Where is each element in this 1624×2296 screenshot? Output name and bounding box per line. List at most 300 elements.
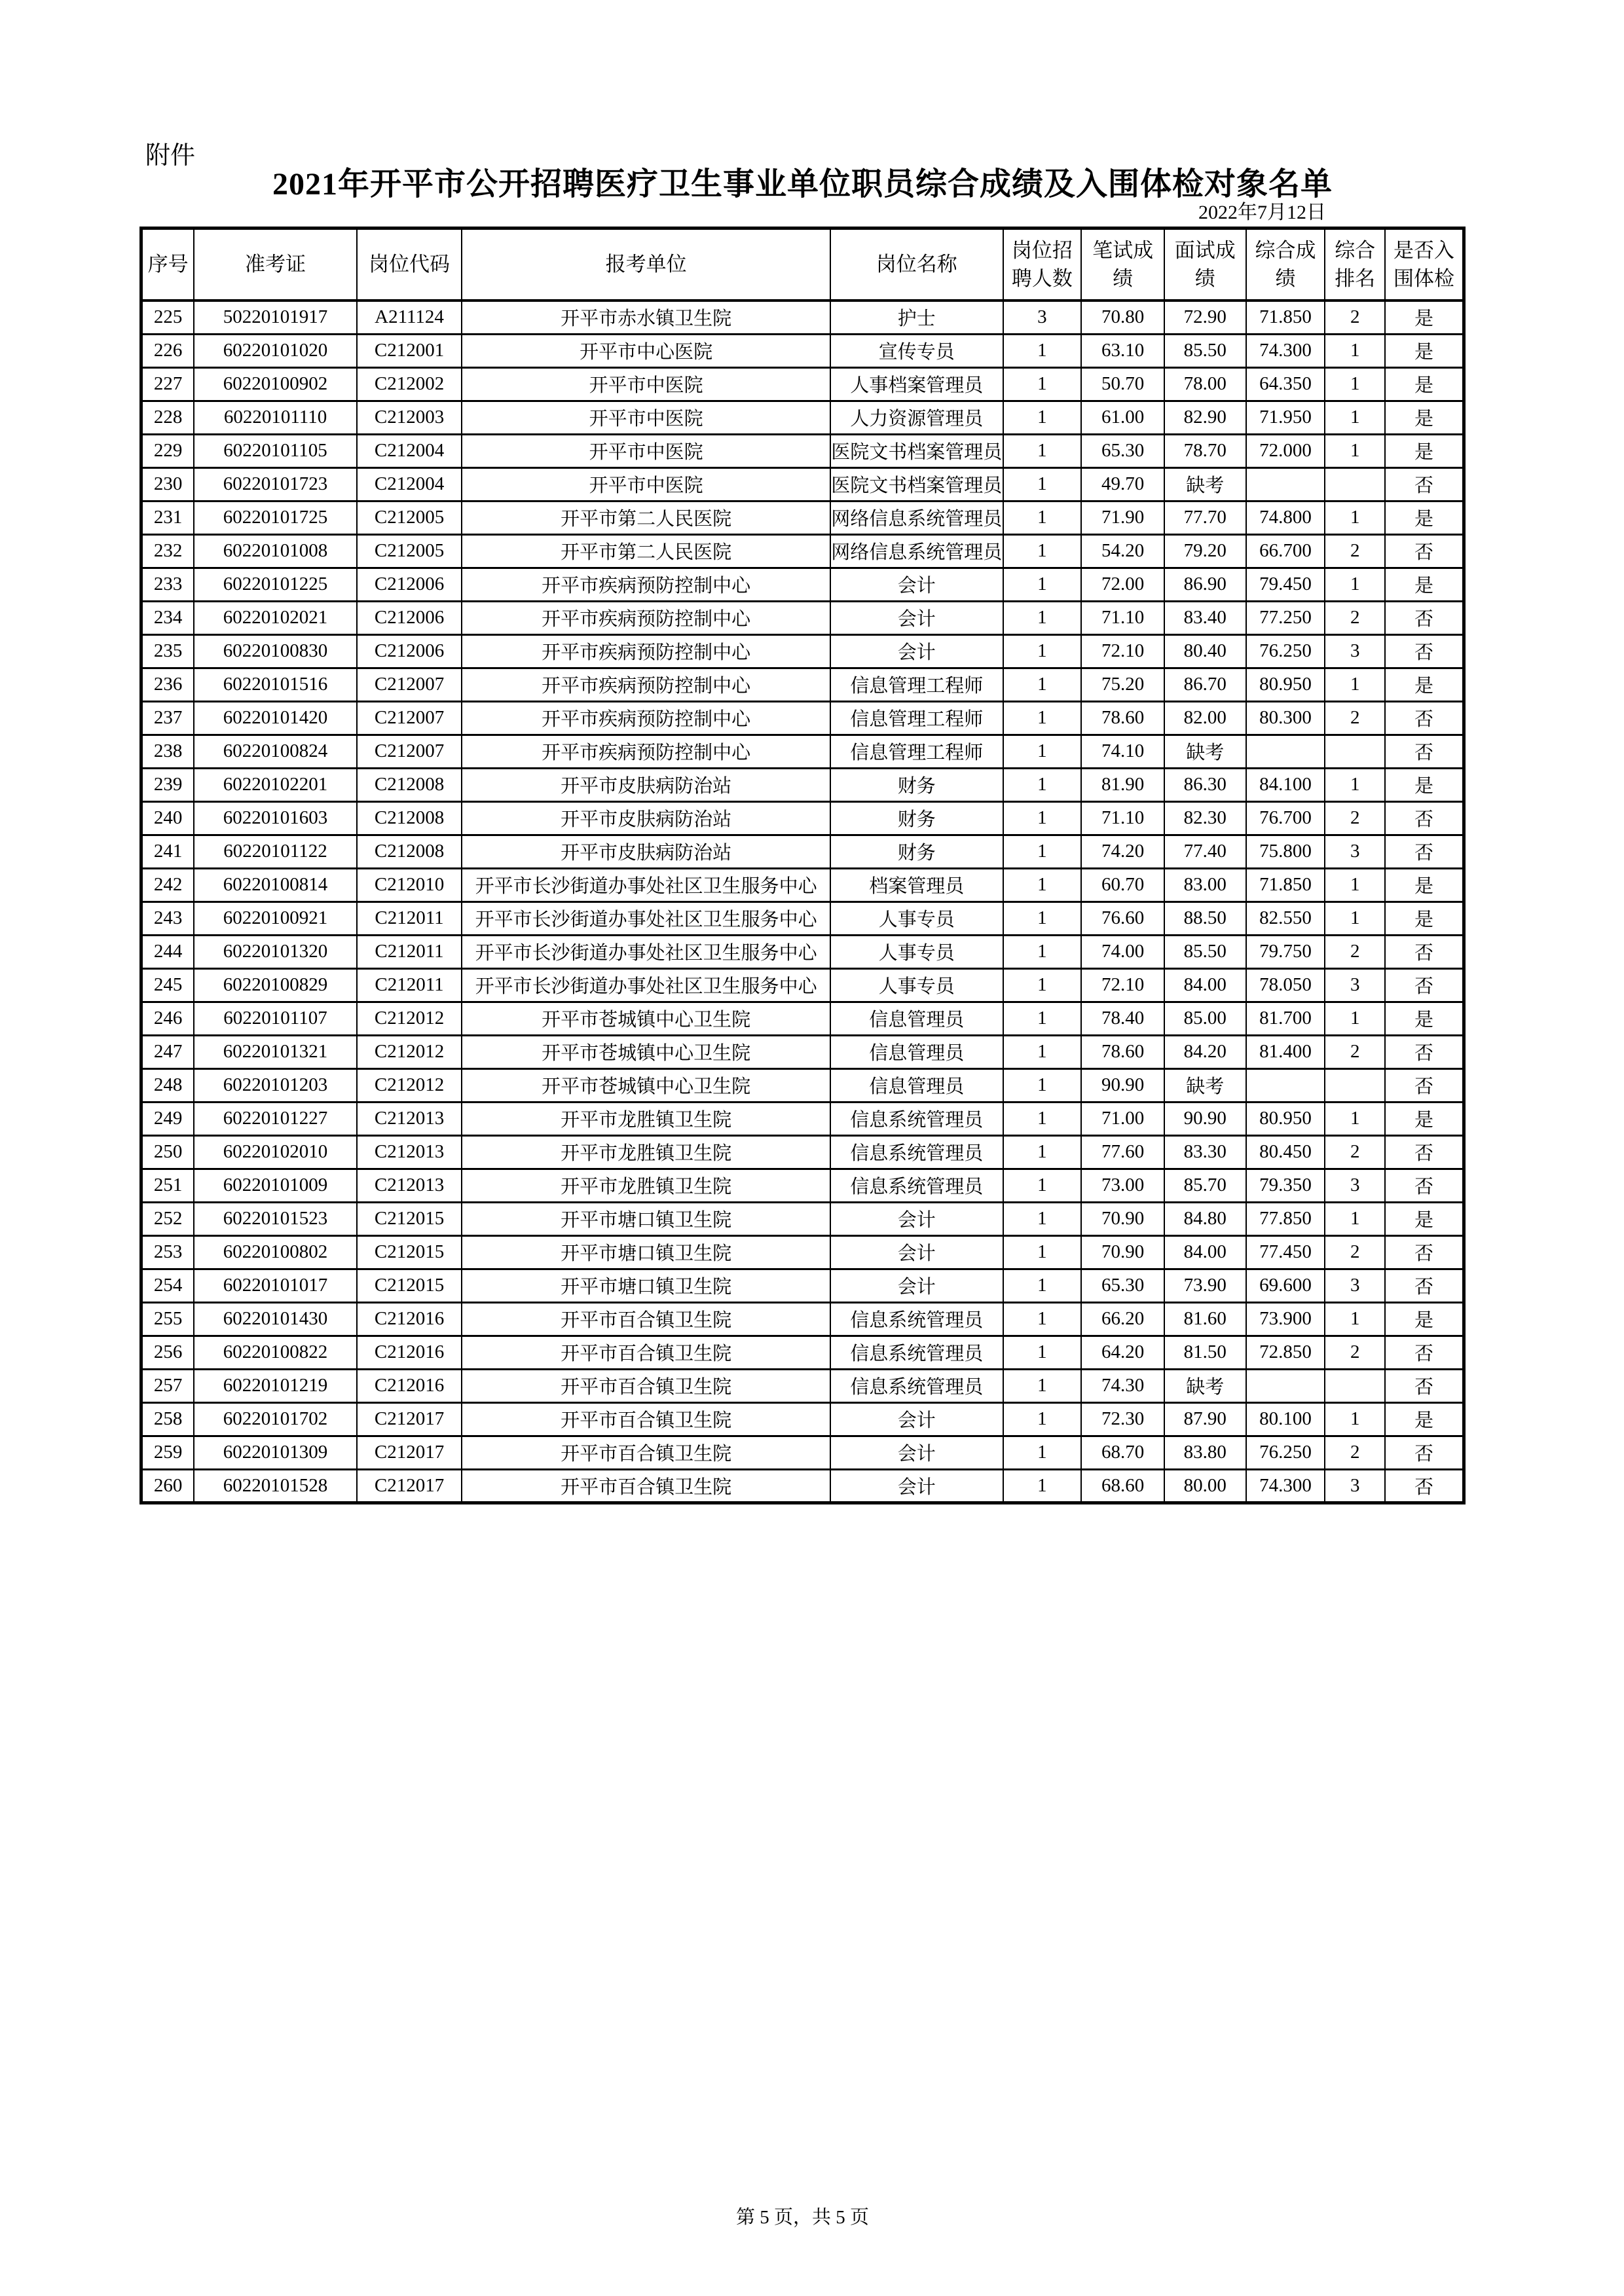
table-cell: 否 (1385, 467, 1464, 501)
table-cell: 78.40 (1081, 1002, 1164, 1035)
table-cell: 229 (141, 434, 194, 467)
table-cell: 否 (1385, 534, 1464, 568)
column-header-line: 序号 (147, 253, 189, 276)
table-cell: 84.100 (1246, 768, 1325, 801)
table-cell: C212003 (357, 401, 462, 434)
table-cell: 72.00 (1081, 568, 1164, 601)
table-row (141, 534, 1464, 568)
table-cell: 79.450 (1246, 568, 1325, 601)
table-row (141, 501, 1464, 534)
table-cell: 2 (1325, 1336, 1385, 1369)
table-cell: 60220101603 (194, 801, 356, 835)
table-cell: 227 (141, 367, 194, 401)
table-cell: 79.20 (1164, 534, 1246, 568)
table-cell: 74.300 (1246, 334, 1325, 367)
table-cell: C212001 (357, 334, 462, 367)
table-cell: 90.90 (1164, 1102, 1246, 1135)
table-cell: 否 (1385, 1035, 1464, 1068)
table-cell: 77.250 (1246, 601, 1325, 634)
table-cell: 74.30 (1081, 1369, 1164, 1402)
table-cell: 开平市皮肤病防治站 (462, 835, 830, 868)
table-cell: 会计 (830, 1235, 1003, 1269)
table-cell: 74.800 (1246, 501, 1325, 534)
table-cell: 3 (1003, 301, 1082, 334)
table-cell: C212008 (357, 835, 462, 868)
table-cell: 否 (1385, 1269, 1464, 1302)
table-cell: 1 (1325, 434, 1385, 467)
table-cell: 60220101430 (194, 1302, 356, 1336)
table-cell: 1 (1003, 668, 1082, 701)
table-cell: C212006 (357, 634, 462, 668)
table-cell: 3 (1325, 1469, 1385, 1503)
table-cell: 是 (1385, 868, 1464, 902)
table-cell: 是 (1385, 1402, 1464, 1436)
table-cell: 开平市第二人民医院 (462, 501, 830, 534)
table-cell: 76.60 (1081, 902, 1164, 935)
table-cell: 73.90 (1164, 1269, 1246, 1302)
table-cell: 会计 (830, 1469, 1003, 1503)
table-cell: 85.50 (1164, 935, 1246, 968)
table-cell: C212017 (357, 1436, 462, 1469)
table-row (141, 768, 1464, 801)
table-cell: 81.700 (1246, 1002, 1325, 1035)
table-cell: 60220100829 (194, 968, 356, 1002)
table-cell: 238 (141, 735, 194, 768)
table-cell: 76.700 (1246, 801, 1325, 835)
table-cell: 1 (1325, 568, 1385, 601)
table-cell: 1 (1003, 501, 1082, 534)
table-cell: 253 (141, 1235, 194, 1269)
table-cell: 1 (1325, 334, 1385, 367)
table-cell: 78.00 (1164, 367, 1246, 401)
table-cell: 开平市中医院 (462, 401, 830, 434)
table-cell: 开平市苍城镇中心卫生院 (462, 1068, 830, 1102)
column-header (462, 228, 830, 301)
table-cell: 开平市赤水镇卫生院 (462, 301, 830, 334)
table-cell: 60220101110 (194, 401, 356, 434)
column-header-line: 面试成 (1174, 238, 1236, 262)
table-cell: 1 (1003, 868, 1082, 902)
table-cell: C212007 (357, 668, 462, 701)
table-cell: 60220100830 (194, 634, 356, 668)
table-cell: 77.40 (1164, 835, 1246, 868)
table-cell: C212015 (357, 1202, 462, 1235)
table-cell: C212005 (357, 501, 462, 534)
column-header (357, 228, 462, 301)
table-cell: 开平市皮肤病防治站 (462, 768, 830, 801)
table-cell: C212016 (357, 1336, 462, 1369)
table-cell: 财务 (830, 801, 1003, 835)
table-cell (1325, 735, 1385, 768)
table-cell: 1 (1003, 1169, 1082, 1202)
table-cell: 60220102021 (194, 601, 356, 634)
table-cell: 1 (1003, 902, 1082, 935)
table-cell: 开平市百合镇卫生院 (462, 1369, 830, 1402)
table-cell: C212012 (357, 1002, 462, 1035)
table-cell: 否 (1385, 634, 1464, 668)
table-cell: 80.450 (1246, 1135, 1325, 1169)
table-cell: 71.950 (1246, 401, 1325, 434)
table-cell: 241 (141, 835, 194, 868)
table-cell: 会计 (830, 634, 1003, 668)
table-cell: 否 (1385, 968, 1464, 1002)
table-cell: 78.60 (1081, 1035, 1164, 1068)
table-cell: 开平市长沙街道办事处社区卫生服务中心 (462, 868, 830, 902)
table-cell: 否 (1385, 1369, 1464, 1402)
table-cell: 2 (1325, 301, 1385, 334)
table-cell: 60220101017 (194, 1269, 356, 1302)
table-cell: 78.70 (1164, 434, 1246, 467)
table-cell: 信息系统管理员 (830, 1369, 1003, 1402)
table-row (141, 868, 1464, 902)
table-cell: 缺考 (1164, 1068, 1246, 1102)
table-cell: 247 (141, 1035, 194, 1068)
table-cell: 开平市第二人民医院 (462, 534, 830, 568)
table-cell: 86.70 (1164, 668, 1246, 701)
table-row (141, 735, 1464, 768)
table-cell: 66.20 (1081, 1302, 1164, 1336)
table-cell: 90.90 (1081, 1068, 1164, 1102)
table-cell: 开平市塘口镇卫生院 (462, 1269, 830, 1302)
table-cell: 256 (141, 1336, 194, 1369)
table-cell: C212002 (357, 367, 462, 401)
table-cell: 60220101420 (194, 701, 356, 735)
column-header (1246, 228, 1325, 301)
document-date: 2022年7月12日 (1198, 202, 1326, 223)
table-cell: 85.50 (1164, 334, 1246, 367)
table-cell: 1 (1325, 1202, 1385, 1235)
table-cell: 60220101122 (194, 835, 356, 868)
table-cell: 54.20 (1081, 534, 1164, 568)
table-cell: 1 (1003, 1369, 1082, 1402)
table-cell: 71.850 (1246, 868, 1325, 902)
table-cell: 255 (141, 1302, 194, 1336)
table-cell: 65.30 (1081, 1269, 1164, 1302)
table-cell: 81.60 (1164, 1302, 1246, 1336)
table-cell: 是 (1385, 768, 1464, 801)
table-cell: 人事专员 (830, 935, 1003, 968)
table-cell: 82.00 (1164, 701, 1246, 735)
table-cell: 85.70 (1164, 1169, 1246, 1202)
table-cell: 82.30 (1164, 801, 1246, 835)
table-cell: 护士 (830, 301, 1003, 334)
table-cell: 是 (1385, 1002, 1464, 1035)
table-cell (1246, 467, 1325, 501)
table-cell: 80.100 (1246, 1402, 1325, 1436)
table-cell: 68.70 (1081, 1436, 1164, 1469)
table-cell: 77.70 (1164, 501, 1246, 534)
table-cell: 1 (1003, 1436, 1082, 1469)
table-cell: 1 (1003, 367, 1082, 401)
table-cell: 1 (1003, 601, 1082, 634)
table-cell: 2 (1325, 1035, 1385, 1068)
table-cell (1246, 735, 1325, 768)
column-header (1325, 228, 1385, 301)
table-cell: 开平市疾病预防控制中心 (462, 568, 830, 601)
table-cell: 2 (1325, 1436, 1385, 1469)
table-cell: 信息管理员 (830, 1035, 1003, 1068)
table-row (141, 634, 1464, 668)
column-header-line: 准考证 (245, 253, 306, 276)
table-cell: 缺考 (1164, 1369, 1246, 1402)
table-cell: 60220101227 (194, 1102, 356, 1135)
table-row (141, 401, 1464, 434)
table-cell: 72.000 (1246, 434, 1325, 467)
table-cell: 1 (1325, 401, 1385, 434)
table-cell: 1 (1325, 768, 1385, 801)
table-cell: 信息管理工程师 (830, 735, 1003, 768)
table-cell: 82.550 (1246, 902, 1325, 935)
table-cell: 235 (141, 634, 194, 668)
table-cell: 239 (141, 768, 194, 801)
column-header-line: 岗位名称 (876, 253, 957, 276)
table-row (141, 968, 1464, 1002)
table-cell: 缺考 (1164, 735, 1246, 768)
table-cell: 1 (1003, 401, 1082, 434)
table-cell: 65.30 (1081, 434, 1164, 467)
table-cell: 79.750 (1246, 935, 1325, 968)
table-row (141, 1068, 1464, 1102)
column-header (141, 228, 194, 301)
table-cell: 信息系统管理员 (830, 1102, 1003, 1135)
table-cell: 228 (141, 401, 194, 434)
table-cell: C212011 (357, 968, 462, 1002)
table-cell: 否 (1385, 735, 1464, 768)
table-cell: 是 (1385, 902, 1464, 935)
table-cell: 是 (1385, 334, 1464, 367)
table-cell: 1 (1325, 1302, 1385, 1336)
table-cell: 78.050 (1246, 968, 1325, 1002)
table-cell: 60220101321 (194, 1035, 356, 1068)
table-cell: 69.600 (1246, 1269, 1325, 1302)
table-cell: 2 (1325, 801, 1385, 835)
table-cell: 60220101107 (194, 1002, 356, 1035)
table-row (141, 467, 1464, 501)
table-cell: 82.90 (1164, 401, 1246, 434)
table-cell (1325, 1068, 1385, 1102)
table-cell: 是 (1385, 367, 1464, 401)
table-cell: 231 (141, 501, 194, 534)
table-cell: 245 (141, 968, 194, 1002)
header-row (141, 228, 1464, 301)
column-header (830, 228, 1003, 301)
table-cell: 60220100822 (194, 1336, 356, 1369)
table-cell: 76.250 (1246, 1436, 1325, 1469)
table-row (141, 701, 1464, 735)
table-cell: 人事专员 (830, 902, 1003, 935)
table-cell: 60220102010 (194, 1135, 356, 1169)
table-cell: 50220101917 (194, 301, 356, 334)
table-cell: 248 (141, 1068, 194, 1102)
table-cell: 开平市龙胜镇卫生院 (462, 1135, 830, 1169)
table-cell: 否 (1385, 1235, 1464, 1269)
table-cell: 50.70 (1081, 367, 1164, 401)
table-cell: 252 (141, 1202, 194, 1235)
table-row (141, 568, 1464, 601)
table-cell: 71.00 (1081, 1102, 1164, 1135)
table-cell: 是 (1385, 434, 1464, 467)
table-cell: 72.30 (1081, 1402, 1164, 1436)
table-row (141, 1402, 1464, 1436)
column-header-line: 聘人数 (1011, 267, 1073, 290)
table-cell: 60220101203 (194, 1068, 356, 1102)
table-cell: 80.40 (1164, 634, 1246, 668)
table-cell: 1 (1003, 1469, 1082, 1503)
table-cell: 开平市百合镇卫生院 (462, 1302, 830, 1336)
table-cell: 3 (1325, 1269, 1385, 1302)
table-cell: 68.60 (1081, 1469, 1164, 1503)
table-row (141, 1202, 1464, 1235)
table-cell: 83.00 (1164, 868, 1246, 902)
table-cell: 60220101225 (194, 568, 356, 601)
table-cell: 1 (1003, 801, 1082, 835)
table-cell: 开平市疾病预防控制中心 (462, 701, 830, 735)
table-cell: 信息系统管理员 (830, 1135, 1003, 1169)
table-cell: 80.950 (1246, 1102, 1325, 1135)
table-cell: 60220101219 (194, 1369, 356, 1402)
table-cell: 74.300 (1246, 1469, 1325, 1503)
table-row (141, 1469, 1464, 1503)
table-cell: 2 (1325, 701, 1385, 735)
table-cell (1325, 467, 1385, 501)
table-cell: C212007 (357, 701, 462, 735)
column-header-line: 报考单位 (605, 253, 687, 276)
table-cell: 243 (141, 902, 194, 935)
table-cell: 1 (1003, 701, 1082, 735)
table-cell: 开平市中心医院 (462, 334, 830, 367)
table-cell: 1 (1325, 1402, 1385, 1436)
table-cell: 是 (1385, 568, 1464, 601)
table-cell: 开平市中医院 (462, 467, 830, 501)
table-cell: C212012 (357, 1068, 462, 1102)
table-cell: 信息管理工程师 (830, 668, 1003, 701)
table-cell: 71.850 (1246, 301, 1325, 334)
table-cell: 否 (1385, 701, 1464, 735)
table-cell: 75.800 (1246, 835, 1325, 868)
table-cell: 开平市塘口镇卫生院 (462, 1202, 830, 1235)
table-cell: 77.850 (1246, 1202, 1325, 1235)
table-cell: 3 (1325, 1169, 1385, 1202)
column-header-line: 围体检 (1393, 267, 1455, 290)
table-cell: 81.400 (1246, 1035, 1325, 1068)
table-cell: C212017 (357, 1402, 462, 1436)
table-cell: 2 (1325, 935, 1385, 968)
table-cell: 70.90 (1081, 1235, 1164, 1269)
table-row (141, 1002, 1464, 1035)
table-cell: 1 (1003, 334, 1082, 367)
table-cell: 60220100902 (194, 367, 356, 401)
table-cell: 60220101009 (194, 1169, 356, 1202)
table-cell: 3 (1325, 835, 1385, 868)
table-cell: 60220101725 (194, 501, 356, 534)
table-row (141, 1369, 1464, 1402)
table-row (141, 1302, 1464, 1336)
table-cell: 251 (141, 1169, 194, 1202)
table-cell: 81.90 (1081, 768, 1164, 801)
table-cell: 开平市中医院 (462, 367, 830, 401)
table-cell: 开平市百合镇卫生院 (462, 1336, 830, 1369)
table-cell: 3 (1325, 968, 1385, 1002)
table-cell: 60220101702 (194, 1402, 356, 1436)
table-cell: 60220101528 (194, 1469, 356, 1503)
table-cell: 74.10 (1081, 735, 1164, 768)
table-cell: 75.20 (1081, 668, 1164, 701)
document-title: 2021年开平市公开招聘医疗卫生事业单位职员综合成绩及入围体检对象名单 (272, 167, 1333, 202)
table-cell: 开平市长沙街道办事处社区卫生服务中心 (462, 968, 830, 1002)
table-cell: 信息系统管理员 (830, 1302, 1003, 1336)
table-cell: C212011 (357, 935, 462, 968)
column-header-line: 岗位代码 (369, 253, 451, 276)
table-cell: 71.10 (1081, 601, 1164, 634)
table-cell: 225 (141, 301, 194, 334)
table-cell: 83.30 (1164, 1135, 1246, 1169)
table-cell: 72.10 (1081, 968, 1164, 1002)
table-cell: 1 (1003, 1302, 1082, 1336)
table-cell: 1 (1003, 467, 1082, 501)
table-cell: 1 (1003, 568, 1082, 601)
table-cell: 60220100814 (194, 868, 356, 902)
table-cell: 76.250 (1246, 634, 1325, 668)
table-row (141, 668, 1464, 701)
table-cell: 74.00 (1081, 935, 1164, 968)
table-cell: 开平市疾病预防控制中心 (462, 601, 830, 634)
table-row (141, 1035, 1464, 1068)
table-cell: C212017 (357, 1469, 462, 1503)
table-cell: 1 (1003, 935, 1082, 968)
table-cell: 1 (1003, 968, 1082, 1002)
table-cell: 63.10 (1081, 334, 1164, 367)
table-cell: 60220101020 (194, 334, 356, 367)
table-cell: 64.350 (1246, 367, 1325, 401)
table-cell: C212013 (357, 1102, 462, 1135)
table-cell: 60220101105 (194, 434, 356, 467)
table-cell: 259 (141, 1436, 194, 1469)
table-cell: 否 (1385, 1436, 1464, 1469)
table-cell: 77.450 (1246, 1235, 1325, 1269)
table-cell: 开平市百合镇卫生院 (462, 1402, 830, 1436)
table-cell: C212008 (357, 801, 462, 835)
table-cell: 会计 (830, 1402, 1003, 1436)
table-cell: 49.70 (1081, 467, 1164, 501)
table-cell: 1 (1003, 1269, 1082, 1302)
table-cell: 88.50 (1164, 902, 1246, 935)
table-cell: 1 (1325, 501, 1385, 534)
table-cell: 信息系统管理员 (830, 1336, 1003, 1369)
table-cell: 258 (141, 1402, 194, 1436)
table-cell: 是 (1385, 1102, 1464, 1135)
table-cell: 80.300 (1246, 701, 1325, 735)
table-cell: 缺考 (1164, 467, 1246, 501)
table-cell: 73.900 (1246, 1302, 1325, 1336)
table-cell: C212006 (357, 601, 462, 634)
table-cell: 是 (1385, 301, 1464, 334)
table-cell: 64.20 (1081, 1336, 1164, 1369)
table-cell: C212005 (357, 534, 462, 568)
table-cell: 1 (1003, 534, 1082, 568)
table-cell: 80.00 (1164, 1469, 1246, 1503)
table-cell: 开平市苍城镇中心卫生院 (462, 1035, 830, 1068)
table-cell: 60220101523 (194, 1202, 356, 1235)
table-cell: 否 (1385, 1469, 1464, 1503)
table-row (141, 434, 1464, 467)
table-row (141, 1102, 1464, 1135)
table-cell: C212004 (357, 467, 462, 501)
table-cell: C212006 (357, 568, 462, 601)
table-cell: 开平市龙胜镇卫生院 (462, 1102, 830, 1135)
table-cell: 66.700 (1246, 534, 1325, 568)
table-cell: 会计 (830, 568, 1003, 601)
table-cell: 70.80 (1081, 301, 1164, 334)
